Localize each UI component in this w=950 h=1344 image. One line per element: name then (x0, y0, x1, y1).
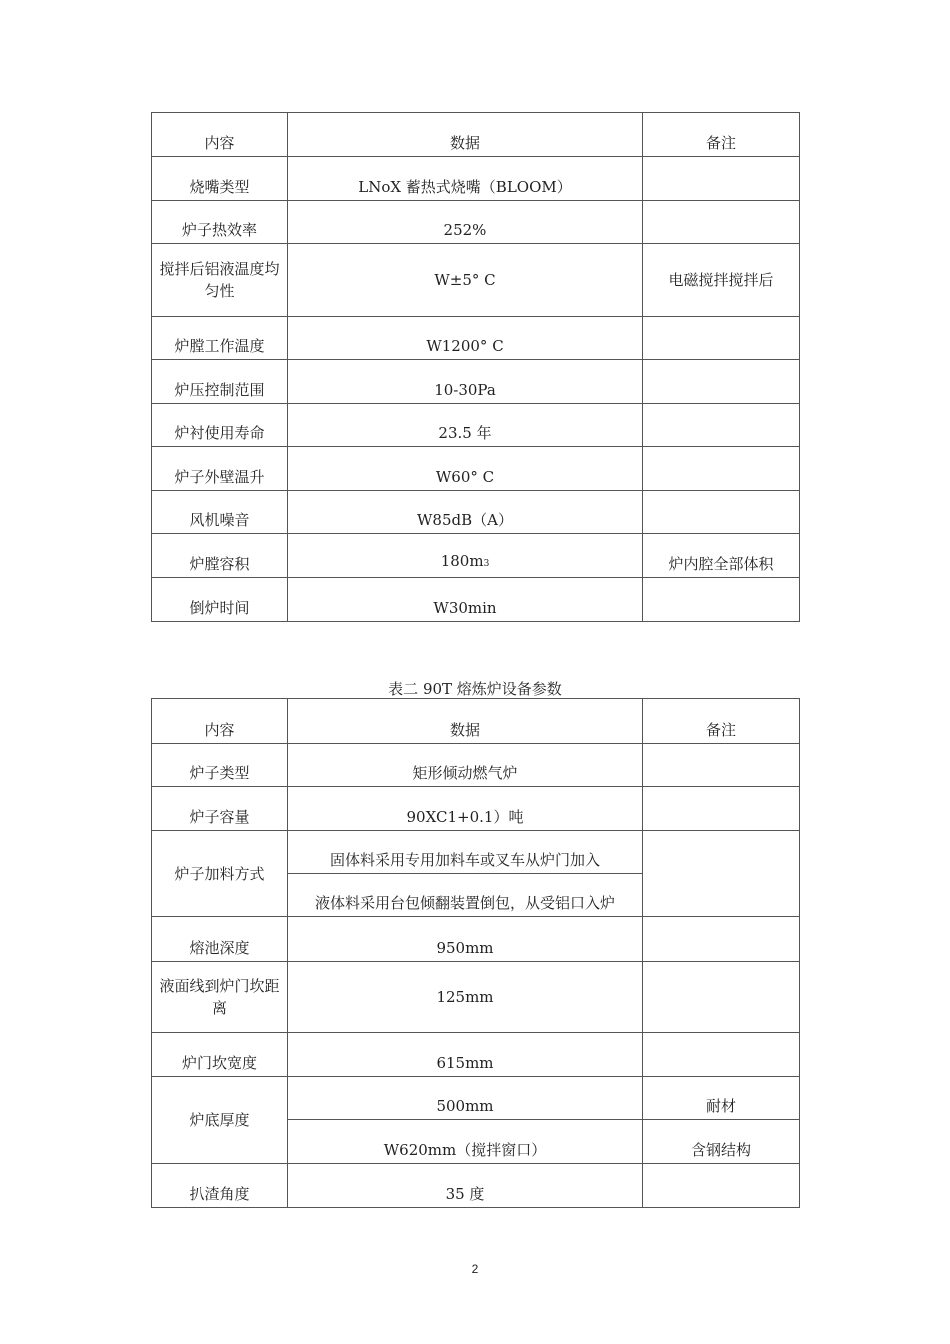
cell-note (643, 744, 800, 787)
cell-note (643, 1164, 800, 1208)
cell-content: 炉膛工作温度 (152, 317, 288, 360)
volume-value: 180m (440, 552, 484, 570)
table-row (152, 491, 800, 534)
cell-content: 炉子类型 (152, 744, 288, 787)
cell-data: 950mm (288, 917, 643, 962)
cell-note: 电磁搅拌搅拌后 (643, 244, 800, 317)
cell-note (643, 157, 800, 201)
table-row (152, 917, 800, 962)
cell-data: 固体料采用专用加料车或叉车从炉门加入 (288, 831, 643, 874)
table-row (152, 1033, 800, 1077)
header-content: 内容 (152, 699, 288, 744)
cell-note (643, 201, 800, 244)
cell-data: 500mm (288, 1077, 643, 1120)
cell-content: 炉子热效率 (152, 201, 288, 244)
furnace-params-table-1 (151, 112, 800, 622)
page-number: 2 (471, 1262, 479, 1276)
header-note: 备注 (643, 699, 800, 744)
cell-data: 35 度 (288, 1164, 643, 1208)
table-row (152, 1077, 800, 1120)
cell-data: 液体料采用台包倾翻装置倒包，从受铝口入炉 (288, 874, 643, 917)
table-row (152, 578, 800, 622)
volume-unit-exponent: 3 (483, 559, 490, 569)
table-row (152, 360, 800, 404)
table-row (152, 317, 800, 360)
cell-content: 炉门坎宽度 (152, 1033, 288, 1077)
header-content: 内容 (152, 113, 288, 157)
cell-data: W±5° C (288, 244, 643, 317)
cell-note: 耐材 (643, 1077, 800, 1120)
cell-note (643, 578, 800, 622)
header-data: 数据 (288, 699, 643, 744)
cell-note (643, 317, 800, 360)
table-row (152, 831, 800, 874)
table-header-row (152, 699, 800, 744)
cell-content: 熔池深度 (152, 917, 288, 962)
cell-content: 炉压控制范围 (152, 360, 288, 404)
table-row (152, 1164, 800, 1208)
cell-note (643, 962, 800, 1033)
cell-content: 风机噪音 (152, 491, 288, 534)
table-row (152, 962, 800, 1033)
cell-data: W1200° C (288, 317, 643, 360)
cell-note (643, 1033, 800, 1077)
cell-content: 炉子外壁温升 (152, 447, 288, 491)
cell-content: 炉底厚度 (152, 1077, 288, 1164)
cell-data: 252% (288, 201, 643, 244)
table-row (152, 201, 800, 244)
cell-note (643, 404, 800, 447)
cell-note: 含钢结构 (643, 1120, 800, 1164)
table-caption: 表二 90T 熔炼炉设备参数 (388, 680, 562, 698)
cell-note: 炉内腔全部体积 (643, 534, 800, 578)
cell-note (643, 447, 800, 491)
table-row (152, 157, 800, 201)
cell-content: 烧嘴类型 (152, 157, 288, 201)
cell-data: LNoX 蓄热式烧嘴（BLOOM） (288, 157, 643, 201)
cell-content: 液面线到炉门坎距离 (152, 962, 288, 1033)
table-row (152, 534, 800, 578)
cell-data: W60° C (288, 447, 643, 491)
cell-content: 倒炉时间 (152, 578, 288, 622)
cell-note (643, 917, 800, 962)
cell-data: 23.5 年 (288, 404, 643, 447)
table-header-row (152, 113, 800, 157)
header-note: 备注 (643, 113, 800, 157)
cell-data: 矩形倾动燃气炉 (288, 744, 643, 787)
cell-note (643, 831, 800, 917)
table-row (152, 404, 800, 447)
cell-data: 125mm (288, 962, 643, 1033)
cell-content: 炉子加料方式 (152, 831, 288, 917)
header-data: 数据 (288, 113, 643, 157)
cell-content: 炉子容量 (152, 787, 288, 831)
cell-note (643, 491, 800, 534)
cell-data (288, 534, 643, 578)
table-row (152, 744, 800, 787)
cell-content: 扒渣角度 (152, 1164, 288, 1208)
cell-content: 炉衬使用寿命 (152, 404, 288, 447)
cell-data: 90XC1+0.1）吨 (288, 787, 643, 831)
cell-data: W85dB（A） (288, 491, 643, 534)
furnace-params-table-2 (151, 698, 800, 1208)
cell-note (643, 787, 800, 831)
table-row (152, 787, 800, 831)
table-row (152, 244, 800, 317)
cell-data: 10-30Pa (288, 360, 643, 404)
cell-note (643, 360, 800, 404)
cell-content: 搅拌后铝液温度均匀性 (152, 244, 288, 317)
cell-content: 炉膛容积 (152, 534, 288, 578)
cell-data: W30min (288, 578, 643, 622)
cell-data: 615mm (288, 1033, 643, 1077)
cell-data: W620mm（搅拌窗口） (288, 1120, 643, 1164)
table-row (152, 447, 800, 491)
